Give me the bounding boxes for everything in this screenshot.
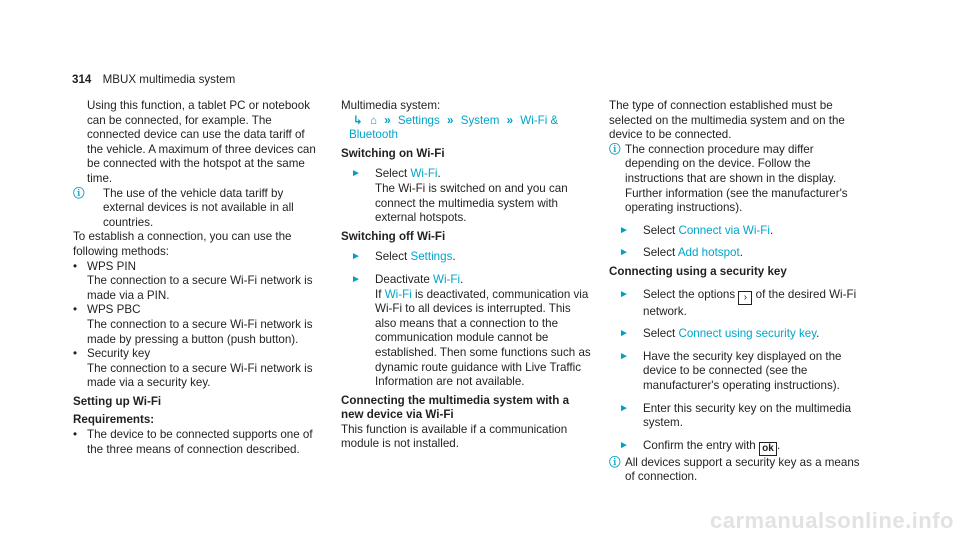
step-text: Select the options [643, 287, 736, 301]
column-1 [73, 99, 323, 457]
step: ► Deactivate Wi-Fi. If Wi-Fi is deactivated, communication via Wi-Fi to all devices is interrupted. This also means that a connection to the communication module cannot be established. Then some functions such as dynamic route guidance with Live Traffic Information are not available. [351, 272, 591, 389]
step-arrow-icon: ► [351, 273, 361, 285]
note-text: The connection procedure may differ depending on the device. Follow the instructions that are shown in the display. Further information (see the manufacturer's operating instructions). [625, 142, 848, 215]
note-text: The use of the vehicle data tariff by external devices is not available in all countries. [103, 186, 294, 229]
info-icon: ⓘ [609, 455, 621, 469]
switch-on-heading: Switching on Wi-Fi [341, 146, 445, 160]
step: ► Select Add hotspot. [619, 246, 743, 260]
step: ► Select Connect using security key. [619, 327, 820, 341]
step-target: Wi-Fi [384, 287, 412, 301]
page-title: MBUX multimedia system [102, 73, 236, 86]
step-text: Confirm the entry with [643, 438, 756, 452]
path-start-icon: ↳ [353, 113, 363, 127]
path-arrow-icon: » [506, 113, 514, 127]
step-desc: is deactivated, communication via Wi-Fi to all devices is interrupted. This also means that a connection to the communication module cannot be established. Then some functions such as dynamic route guidance with Live Traffic Information are not available. [375, 287, 591, 389]
security-heading: Connecting using a security key [609, 264, 787, 278]
step-arrow-icon: ► [619, 350, 629, 362]
step-desc: The Wi-Fi is switched on and you can connect the multimedia system with external hotspots. [375, 181, 568, 225]
step: ► Select Wi-Fi. The Wi-Fi is switched on and you can connect the multimedia system with external hotspots. [351, 167, 568, 225]
bullet-icon: • [73, 303, 78, 317]
method-desc: The connection to a secure Wi-Fi network is made by pressing a button (push button). [87, 317, 313, 346]
bullet-icon: • [73, 347, 78, 361]
step-arrow-icon: ► [351, 251, 361, 263]
intro-paragraph: The type of connection established must be selected on the multimedia system and on the device to be connected. [609, 99, 845, 142]
path-wifi-bluetooth: Wi-Fi & Bluetooth [349, 113, 559, 142]
note [609, 456, 869, 485]
requirement-text: The device to be connected supports one of the three means of connection described. [87, 428, 313, 456]
method-list [73, 260, 323, 391]
step-text: Select [643, 246, 676, 260]
list-item [73, 303, 323, 318]
requirements-heading: Requirements: [73, 413, 155, 427]
options-chevron-icon: › [738, 291, 752, 305]
home-icon: ⌂ [369, 113, 377, 127]
step-target: Connect using security key [678, 327, 817, 341]
connecting-desc: This function is available if a communication module is not installed. [341, 422, 568, 451]
method-name: WPS PBC [87, 303, 141, 317]
step-arrow-icon: ► [619, 288, 629, 300]
path-arrow-icon: » [384, 113, 391, 127]
step-arrow-icon: ► [619, 439, 629, 451]
watermark: carmanualsonline.info [710, 508, 954, 533]
note [73, 187, 323, 231]
note [609, 143, 869, 216]
info-icon: ⓘ [609, 142, 621, 156]
info-icon: ⓘ [73, 186, 85, 200]
switch-off-heading: Switching off Wi-Fi [341, 229, 446, 243]
step-target: Wi-Fi [410, 167, 438, 181]
step-text: of the desired Wi-Fi network. [643, 287, 857, 318]
method-name: WPS PIN [87, 259, 136, 273]
step-text: Select [375, 167, 408, 181]
step-text: Deactivate [375, 272, 430, 286]
intro-paragraph: Using this function, a tablet PC or notebook can be connected, for example. The connected device can use the data tariff of the vehicle. A maximum of three devices can be connected with the hotspot at the same time. [87, 99, 316, 185]
step: ► Select Connect via Wi-Fi. [619, 223, 774, 237]
page-header [72, 73, 235, 88]
step-target: Connect via Wi-Fi [678, 223, 770, 237]
step-target: Wi-Fi [433, 272, 461, 286]
step: ► Select Settings. [351, 250, 456, 264]
step: ► Confirm the entry with ok . [619, 438, 781, 454]
step-arrow-icon: ► [619, 402, 629, 414]
ok-key-icon: ok [759, 442, 777, 456]
bullet-icon: • [73, 428, 78, 442]
step-text: Select [643, 327, 676, 341]
list-item [73, 260, 323, 275]
methods-intro: To establish a connection, you can use the following methods: [73, 230, 292, 258]
bullet-icon: • [73, 259, 78, 273]
step [609, 288, 869, 320]
step-target: Settings [410, 250, 453, 264]
step [609, 350, 869, 394]
column-2 [341, 99, 591, 452]
step-arrow-icon: ► [619, 224, 629, 236]
step-text: Have the security key displayed on the device to be connected (see the manufacturer's operating instructions). [643, 349, 842, 392]
step-arrow-icon: ► [351, 168, 361, 180]
list-item [73, 347, 323, 362]
menu-path [341, 114, 591, 143]
note-text: All devices support a security key as a means of connection. [625, 455, 860, 484]
path-arrow-icon: » [447, 113, 454, 127]
step-arrow-icon: ► [619, 328, 629, 340]
setting-up-heading: Setting up Wi-Fi [73, 394, 162, 408]
path-label: Multimedia system: [341, 99, 441, 112]
page-number: 314 [72, 73, 92, 86]
method-desc: The connection to a secure Wi-Fi network is made via a security key. [87, 361, 313, 390]
step-target: Add hotspot [677, 246, 740, 260]
method-name: Security key [87, 347, 151, 361]
connecting-heading: Connecting the multimedia system with a new device via Wi-Fi [341, 393, 570, 422]
method-desc: The connection to a secure Wi-Fi network is made via a PIN. [87, 274, 313, 302]
requirement-item [73, 428, 323, 457]
step-arrow-icon: ► [619, 247, 629, 259]
column-3 [609, 99, 869, 485]
path-system: System [460, 113, 500, 127]
path-settings: Settings [397, 113, 440, 127]
step [609, 402, 869, 431]
step-text: If [375, 287, 382, 301]
step-text: Enter this security key on the multimedia system. [643, 401, 852, 430]
step-text: Select [643, 223, 676, 237]
step-text: Select [375, 250, 408, 264]
